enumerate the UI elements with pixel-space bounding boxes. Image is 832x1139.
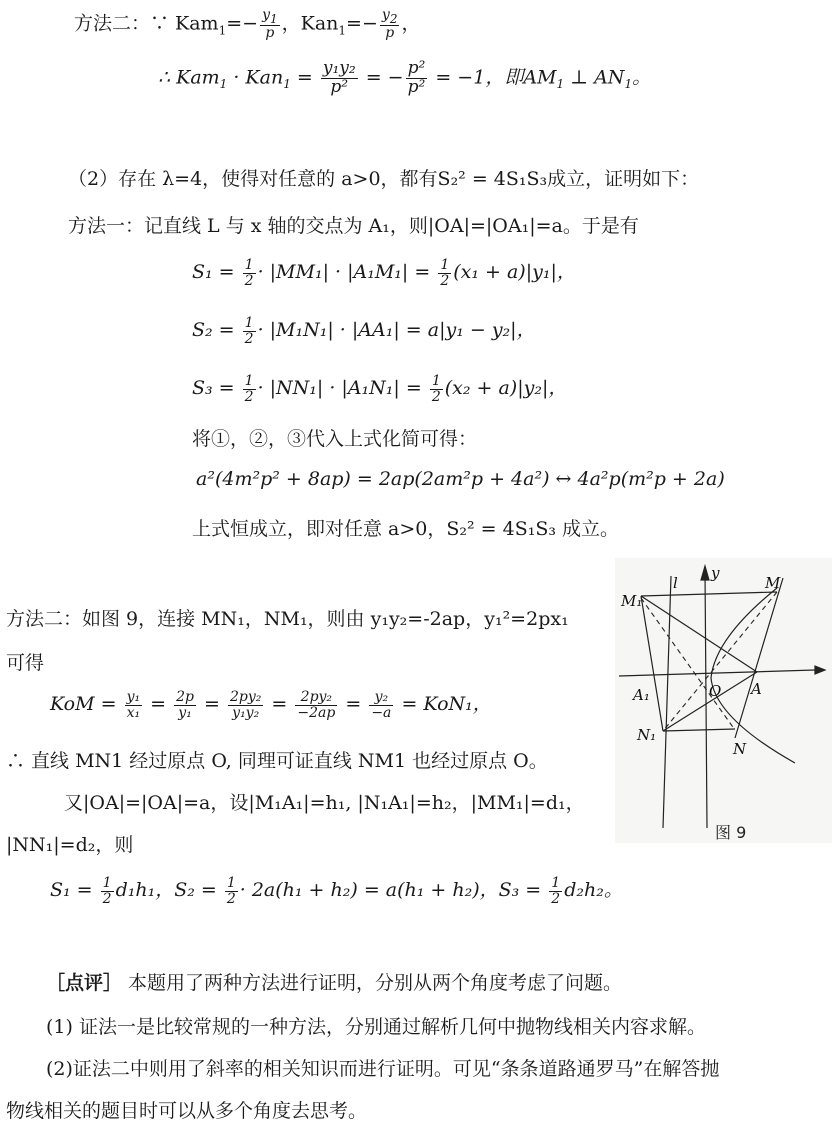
- fraction: $\frac{\text{p²}}{\text{p²}}$: [407, 58, 426, 97]
- label-l: l: [673, 574, 678, 592]
- line-17: S₁ = $\frac{1}{2}$ d₁h₁，S₂ = $\frac{1}{2}$ · 2a(h₁ + h₂) = a(h₁ + h₂)，S₃ = $\frac{1}{2}$ d₂h₂。: [50, 875, 623, 907]
- figure-caption: 图 9: [715, 823, 747, 842]
- line-21: 物线相关的题目时可以从多个角度去思考。: [6, 1100, 368, 1122]
- label-o: O: [709, 682, 722, 700]
- formula-s3: S₃ = $\frac{1}{2}$ · |NN₁| · |A₁N₁| = $\frac{1}{2}$ (x₂ + a)|y₂|，: [192, 373, 568, 405]
- label-a1: A₁: [633, 686, 650, 704]
- line-3: （2）存在 λ=4，使得对任意的 a>0，都有S₂² = 4S₁S₃成立，证明如下：: [68, 168, 700, 190]
- line-n1-a: [663, 672, 757, 731]
- directrix-line: [663, 576, 671, 828]
- figure-9: [615, 558, 832, 843]
- label-y: y: [711, 564, 720, 582]
- fraction: $\frac{y_2}{p}$: [381, 7, 398, 42]
- fraction: $\frac{1}{2}$: [244, 373, 254, 405]
- x-axis-arrow: [815, 666, 825, 674]
- fraction: $\frac{\text{2py₂}}{-2ap}$: [297, 689, 336, 721]
- fraction: $\frac{2p}{\text{y₁}}$: [176, 689, 194, 721]
- line-8: 将①，②，③代入上式化简可得：: [192, 428, 478, 450]
- line-14: ∴ 直线 MN1 经过原点 O, 同理可证直线 NM1 也经过原点 O。: [6, 750, 548, 772]
- label-n1: N₁: [637, 726, 657, 744]
- comment-tag: ［点评］: [46, 972, 123, 994]
- line-4: 方法一：记直线 L 与 x 轴的交点为 A₁，则|OA|=|OA₁|=a。于是有: [68, 215, 639, 237]
- fraction: $\frac{1}{2}$: [244, 257, 254, 289]
- line-11: 方法二：如图 9，连接 MN₁，NM₁，则由 y₁y₂=-2ap，y₁²=2px₁: [6, 608, 569, 630]
- segment-n1-n: [663, 729, 735, 731]
- line-12: 可得: [6, 652, 45, 674]
- label-n: N: [733, 740, 747, 758]
- fraction: $\frac{1}{2}$: [226, 875, 236, 907]
- line-13: KoM = $\frac{\text{y₁}}{\text{x₁}}$ = $\frac{2p}{\text{y₁}}$ = $\frac{\text{2py₂}}{\text{y₁y₂}}$ = $\frac{\text{2py₂}}{-2ap}$ = $\frac{\text{y₂}}{-a}$ = KoN₁，: [50, 689, 492, 721]
- line-2: ∴ Kam$_1$ · Kan$_1$ = $\frac{\text{y₁y₂}}{\text{p²}}$ = − $\frac{\text{p²}}{\text{p²}}$ = −1，即$AM_1$ ⊥ $AN_1$。: [158, 58, 652, 97]
- line-20: (2)证法二中则用了斜率的相关知识而进行证明。可见“条条道路通罗马”在解答抛: [46, 1058, 720, 1080]
- line-19: (1) 证法一是比较常规的一种方法，分别通过解析几何中抛物线相关内容求解。: [46, 1016, 706, 1038]
- line-16: |NN₁|=d₂，则: [6, 834, 134, 856]
- segment-m1-n1: [641, 596, 663, 731]
- fraction: $\frac{\text{y₁}}{\text{x₁}}$: [126, 689, 141, 721]
- fraction: $\frac{1}{2}$: [440, 257, 450, 289]
- x-axis: [619, 670, 815, 676]
- line-18: ［点评］ 本题用了两种方法进行证明，分别从两个角度考虑了问题。: [46, 972, 623, 994]
- fraction: $\frac{1}{2}$: [102, 875, 112, 907]
- y-axis-arrow: [701, 566, 709, 580]
- fraction: $\frac{y_1}{p}$: [262, 7, 278, 42]
- fraction: $\frac{1}{2}$: [551, 875, 561, 907]
- dashed-m-n1: [663, 592, 777, 731]
- fraction: $\frac{\text{y₂}}{-a}$: [371, 689, 392, 721]
- parabola-diagram: [615, 558, 832, 843]
- formula-s1: S₁ = $\frac{1}{2}$ · |MM₁| · |A₁M₁| = $\frac{1}{2}$ (x₁ + a)|y₁|，: [192, 257, 576, 289]
- line-1: 方法二：∵ Kam$_1$=− $\frac{y_1}{p}$ ，Kan$_1$=− $\frac{y_2}{p}$ ，: [74, 7, 421, 42]
- label-m: M: [765, 574, 781, 592]
- fraction: $\frac{1}{2}$: [431, 373, 441, 405]
- parabola-curve: [711, 588, 795, 763]
- line-15: 又|OA|=|OA|=a，设|M₁A₁|=h₁, |N₁A₁|=h₂，|MM₁|=d₁，: [64, 792, 585, 814]
- y-axis: [705, 572, 707, 828]
- label-a: A: [751, 680, 762, 698]
- line-m-n: [735, 578, 783, 738]
- fraction: $\frac{\text{y₁y₂}}{\text{p²}}$: [322, 58, 356, 97]
- fraction: $\frac{\text{2py₂}}{\text{y₁y₂}}$: [229, 689, 262, 721]
- label-m1: M₁: [621, 592, 643, 610]
- line-9: a²(4m²p² + 8ap) = 2ap(2am²p + 4a²) ↔ 4a²p(m²p + 2a): [196, 468, 725, 490]
- dashed-m1-n: [641, 598, 735, 730]
- line-10: 上式恒成立，即对任意 a>0，S₂² = 4S₁S₃ 成立。: [192, 518, 620, 540]
- segment-m1-m: [641, 592, 777, 596]
- formula-s2: S₂ = $\frac{1}{2}$ · |M₁N₁| · |AA₁| = a|y₁ − y₂|，: [192, 315, 536, 347]
- fraction: $\frac{1}{2}$: [244, 315, 254, 347]
- line-m1-a: [641, 596, 757, 672]
